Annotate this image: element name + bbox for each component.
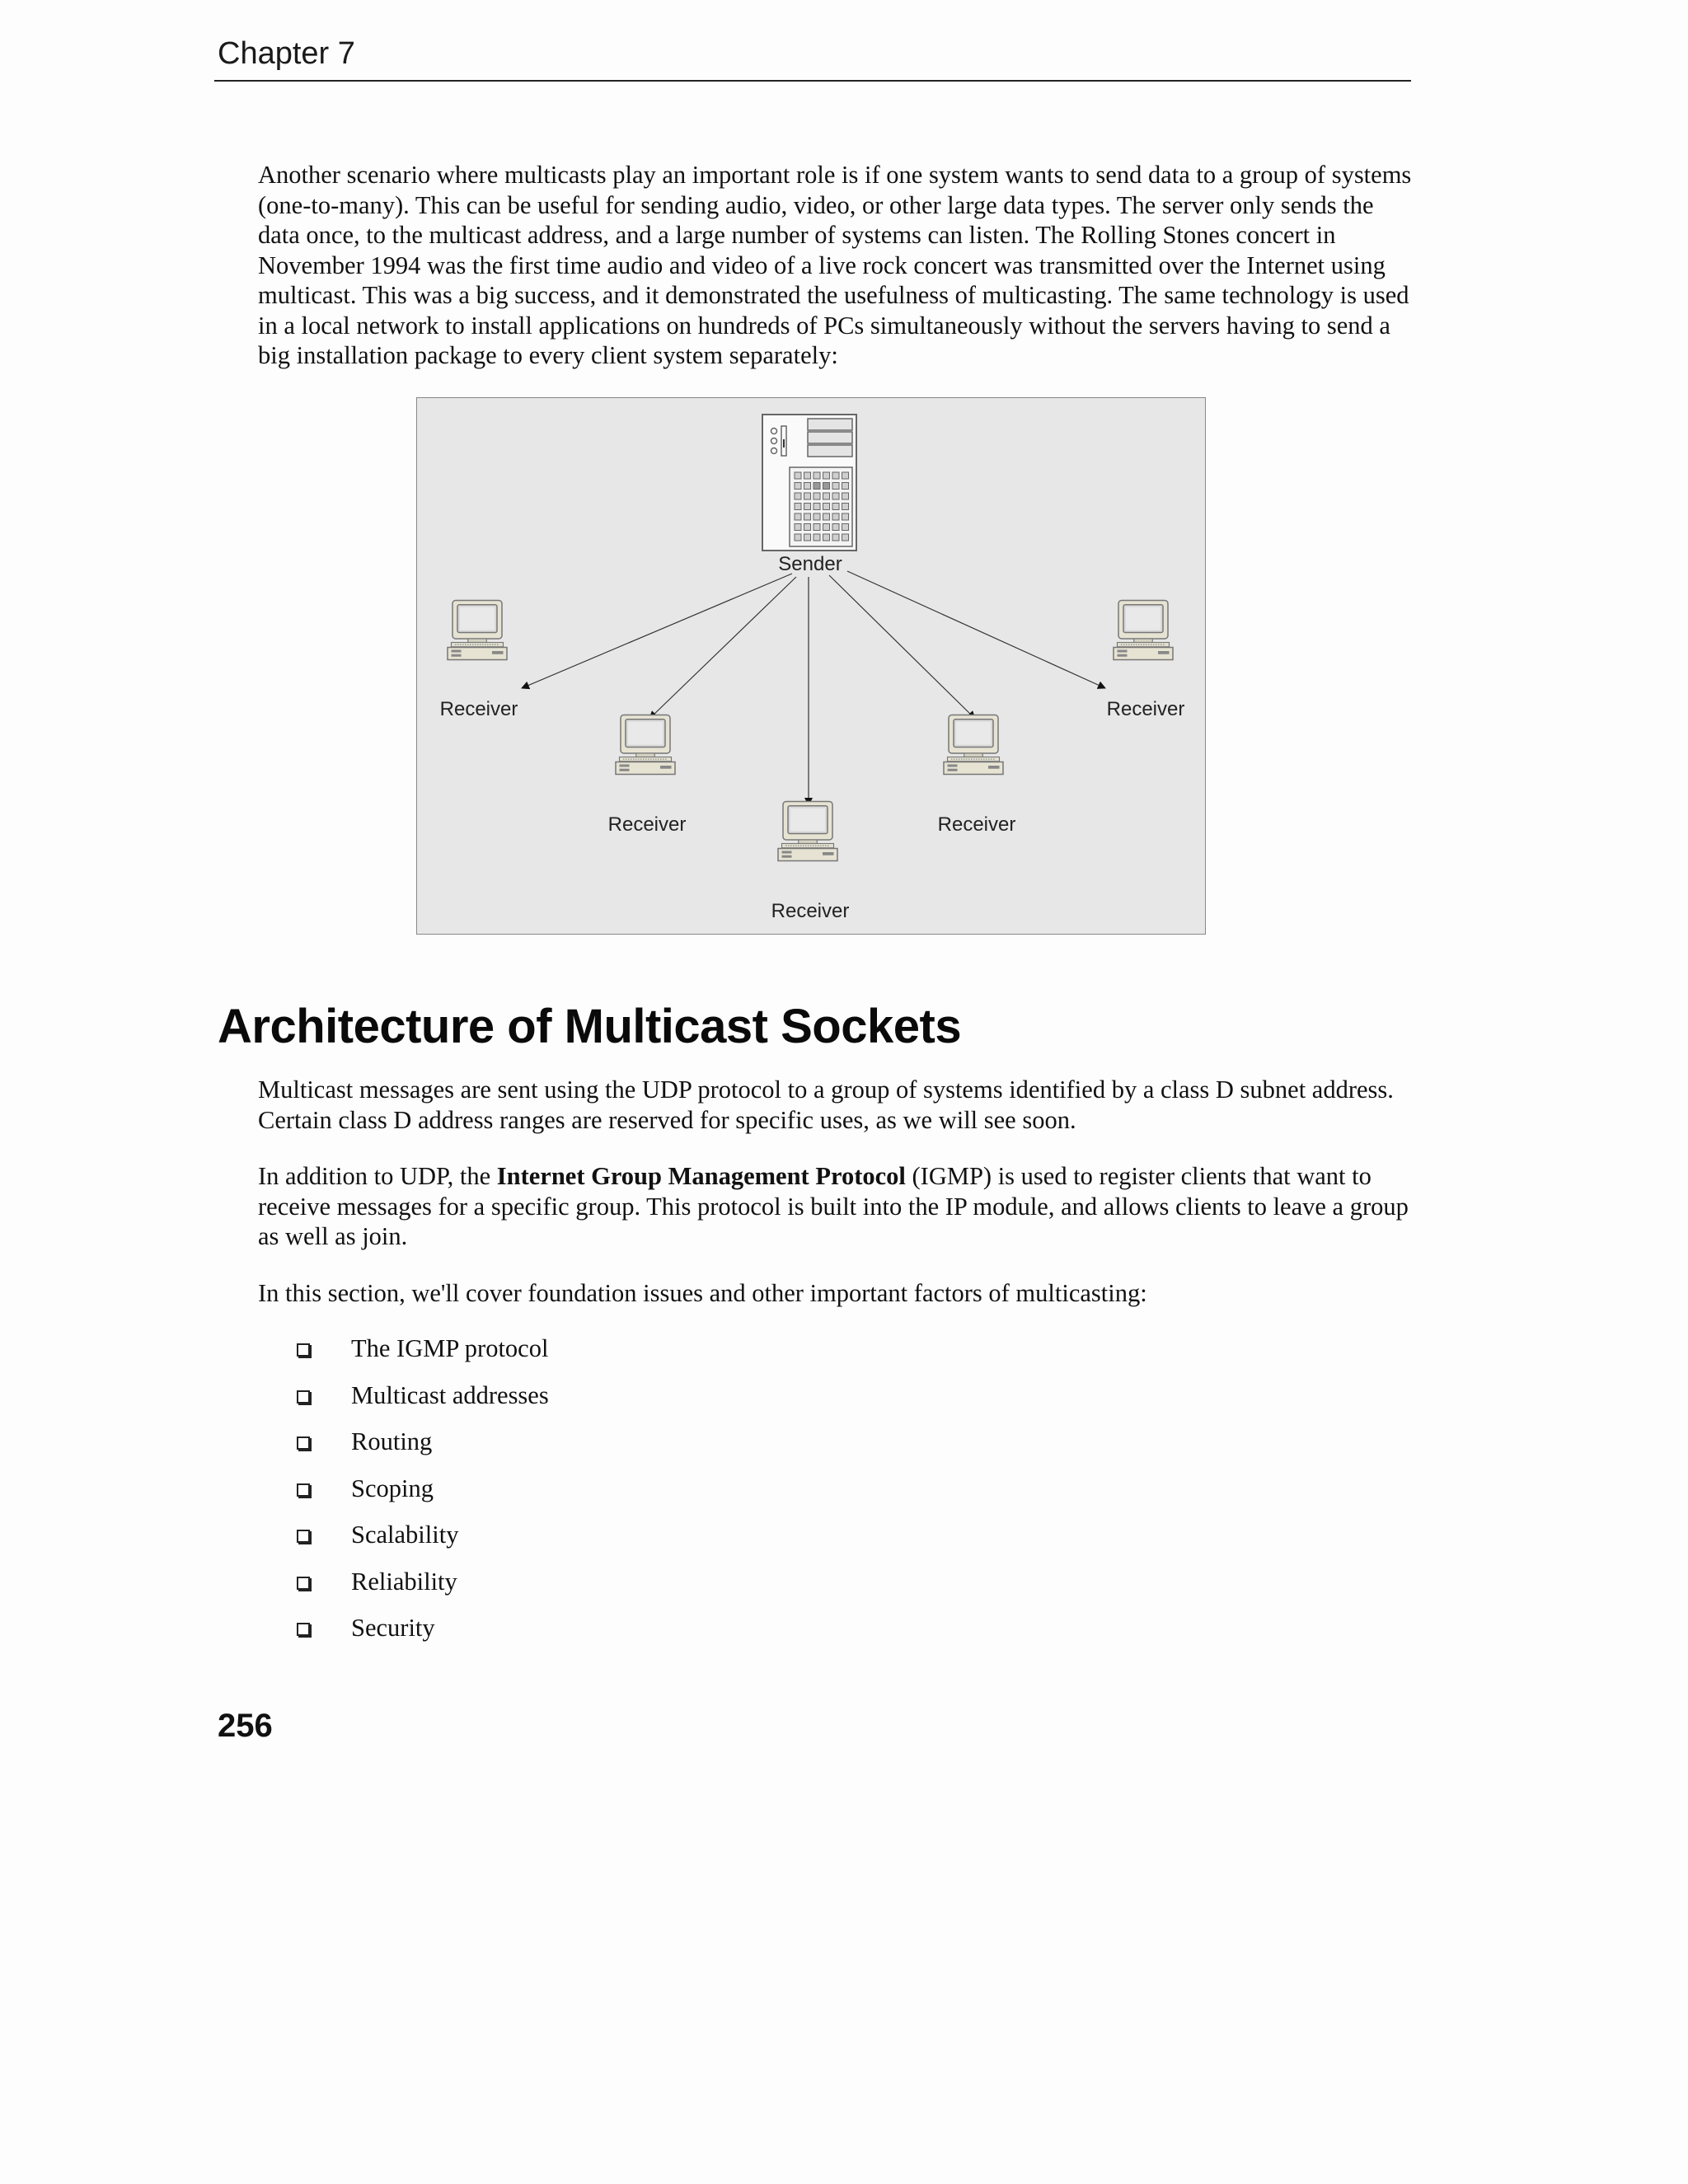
list-item (295, 1474, 549, 1521)
list-item (295, 1427, 549, 1474)
receiver-computer-icon (448, 601, 507, 660)
receiver-computer-icon (1114, 601, 1173, 660)
page-number: 256 (218, 1708, 273, 1744)
list-item (295, 1380, 549, 1427)
checkbox-bullet-icon (297, 1577, 310, 1590)
receiver-label: Receiver (607, 813, 687, 836)
arrow-to-receiver-4 (829, 575, 975, 719)
checkbox-bullet-icon (297, 1343, 310, 1357)
sender-server-icon (762, 415, 856, 551)
section-paragraph-2 (258, 1161, 1420, 1252)
chapter-header: Chapter 7 (218, 36, 355, 71)
section-paragraph-1: Multicast messages are sent using the UDP protocol to a group of systems identified by a class D subnet address. Certain class D address ranges are reserved for specific uses, as we will see soon. (258, 1076, 1394, 1134)
receiver-label: Receiver (937, 813, 1016, 836)
receiver-computer-icon (944, 715, 1003, 775)
section-heading: Architecture of Multicast Sockets (218, 1000, 962, 1053)
arrow-to-receiver-5 (847, 571, 1105, 688)
sender-label: Sender (778, 553, 842, 575)
arrow-to-receiver-2 (649, 577, 796, 719)
multicast-diagram (416, 397, 1206, 935)
section-paragraph-3: In this section, we'll cover foundation issues and other important factors of multicasting: (258, 1279, 1147, 1307)
diagram-canvas (417, 398, 1207, 935)
list-item (295, 1520, 549, 1567)
receiver-label: Receiver (439, 698, 518, 720)
checkbox-bullet-icon (297, 1623, 310, 1636)
list-item (295, 1567, 549, 1614)
list-item-text: Scalability (351, 1521, 459, 1549)
list-item-text: Multicast addresses (351, 1380, 549, 1409)
topics-list (295, 1333, 549, 1660)
list-item-text: Reliability (351, 1567, 457, 1596)
receiver-label: Receiver (1106, 698, 1185, 720)
p2-suffix: (IGMP) is used to register clients that want to receive messages for a specific group. This protocol is built into the IP module, and allows clients to leave a group as well as join. (258, 1162, 1409, 1250)
igmp-term: Internet Group Management Protocol (496, 1162, 906, 1190)
list-item-text: Routing (351, 1427, 433, 1455)
intro-paragraph: Another scenario where multicasts play an important role is if one system wants to send data to a group of systems (one-to-many). This can be useful for sending audio, video, or other large data types. The server only sends the data once, to the multicast address, and a large number of systems can listen. The Rolling Stones concert in November 1994 was the first time audio and video of a live rock concert was transmitted over the Internet using multicast. This was a big success, and it demonstrated the usefulness of multicasting. The same technology is used in a local network to install applications on hundreds of PCs simultaneously without the servers having to send a big installation package to every client system separately: (258, 161, 1412, 369)
receiver-label: Receiver (771, 900, 850, 922)
list-item-text: Scoping (351, 1474, 434, 1502)
arrow-to-receiver-1 (522, 574, 792, 688)
receiver-computer-icon (778, 802, 837, 861)
p2-prefix: In addition to UDP, the (258, 1162, 497, 1190)
list-item (295, 1333, 549, 1380)
receiver-computer-icon (616, 715, 675, 775)
list-item-text: The IGMP protocol (351, 1334, 549, 1362)
checkbox-bullet-icon (297, 1436, 310, 1450)
list-item-text: Security (351, 1614, 435, 1642)
checkbox-bullet-icon (297, 1483, 310, 1497)
header-divider (214, 80, 1411, 82)
checkbox-bullet-icon (297, 1530, 310, 1543)
list-item (295, 1613, 549, 1660)
checkbox-bullet-icon (297, 1390, 310, 1404)
